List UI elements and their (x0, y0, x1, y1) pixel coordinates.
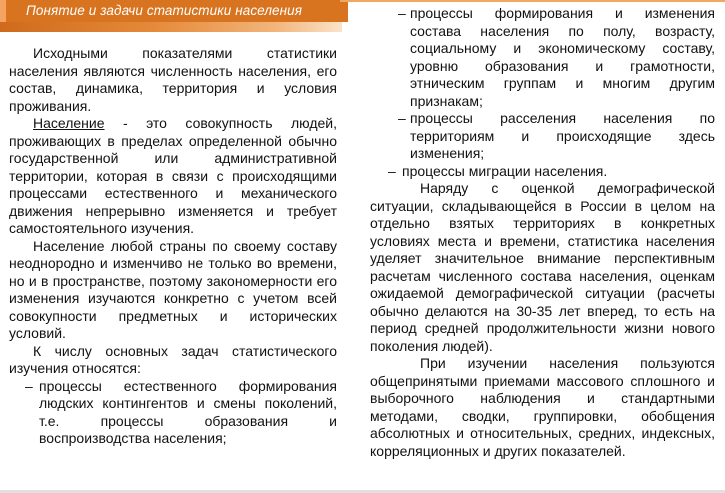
list-item (370, 5, 715, 110)
bullet-dash: – (398, 5, 406, 21)
paragraph-population-definition (9, 115, 337, 238)
paragraph-demographic-forecast: Наряду с оценкой демографической ситуации, складывающейся в России в целом на отдельно взятых территориях в конкретных условиях места и времени, статистика населения уделяет значительное внимание перспективным расчетам численного состава населения, оценкам ожидаемой демографической ситуации (расчеты обычно делаются на 30-35 лет вперед, то есть на период средней продолжительности жизни нового поколения людей). (370, 180, 715, 354)
list-item (370, 110, 715, 163)
paragraph-heterogeneity: Население любой страны по своему составу неоднородно и изменчиво не только во времени, но и в пространстве, поэтому закономерности его изменения изучаются конкретно с учетом всей совокупности предметных и исторических условий. (9, 237, 337, 341)
bullet-dash: – (25, 377, 33, 394)
paragraph-indicators: Исходными показателями статистики населения являются численность населения, его состав, динамика, территория и условия проживания. (9, 45, 337, 114)
list-item-text: процессы формирования и изменения состава населения по полу, возрасту, социальному и экономическому составу, уровню образования и грамотности, этническим группам и многим другим признакам; (410, 5, 715, 109)
left-column (9, 45, 337, 448)
paragraph-tasks-intro: К числу основных задач статистического изучения относятся: (9, 342, 337, 376)
term-population: Население (33, 115, 105, 131)
top-divider (340, 0, 725, 2)
bullet-dash: – (398, 110, 406, 126)
list-item-text: процессы расселения населения по территориям и происходящие здесь изменения; (410, 110, 715, 161)
list-item-text: процессы естественного формирования людских контингентов и смены поколений, т.е. процессы образования и воспроизводства населения; (39, 377, 337, 446)
list-item (9, 378, 337, 448)
list-item (370, 163, 715, 181)
header-bar (0, 0, 348, 22)
page-title: Понятие и задачи статистики населения (26, 3, 303, 18)
paragraph-methods: При изучении населения пользуются общепринятыми приемами массового сплошного и выборочного наблюдения и стандартными методами, сводки, группировки, обобщения абсолютных и относительных, средних, индексных, корреляционных и других показателей. (370, 355, 715, 459)
list-item-text: процессы миграции населения. (402, 162, 608, 179)
definition-text: - это совокупность людей, проживающих в пределах определенной обычно государственной или административной территории, которая в связи с происходящими процессами естественного и механического движения непрерывно изменяется и требует самостоятельного изучения. (9, 115, 337, 236)
right-column (370, 5, 715, 460)
bullet-dash: – (388, 162, 396, 179)
